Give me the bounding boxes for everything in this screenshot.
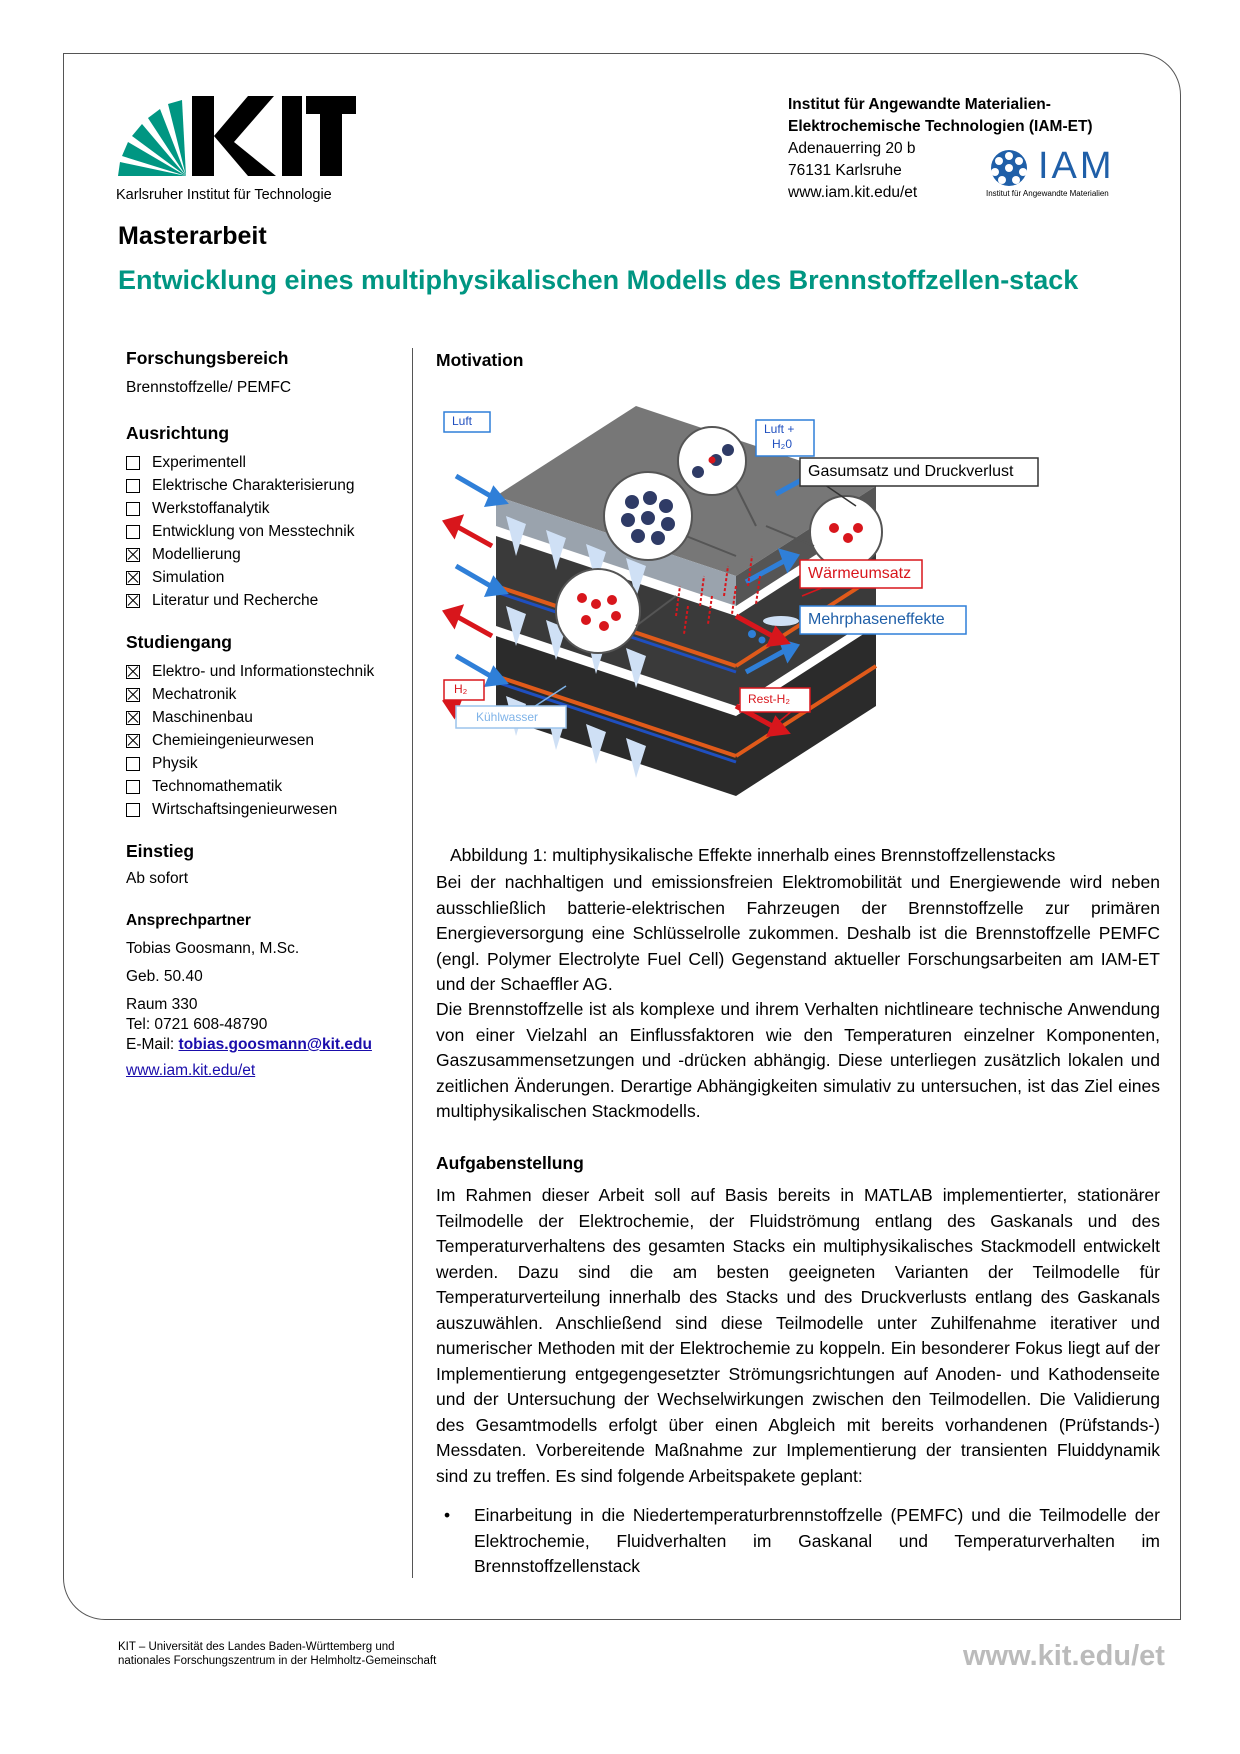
task-bullets bbox=[436, 1503, 1160, 1580]
study-item bbox=[126, 683, 416, 706]
orientation-item bbox=[126, 497, 416, 520]
motivation-paragraph-1: Bei der nachhaltigen und emissionsfreien Elektromobilität und Energiewende wird neben ausschließlich batterie-elektrischen Fahrzeugen der Brennstoffzelle zur primären Energieversorgung eine Schlüsselrolle zukommen. Deshalb ist die Brennstoffzelle PEMFC (engl. Polymer Electrolyte Fuel Cell) Gegenstand aktueller Forschungsarbeiten am IAM-ET und der Schaeffler AG. bbox=[436, 872, 1160, 994]
orientation-item-label: Entwicklung von Messtechnik bbox=[152, 522, 355, 540]
orientation-item-label: Literatur und Recherche bbox=[152, 591, 319, 609]
label-luft-h2o-2: H₂0 bbox=[772, 437, 792, 451]
label-waermeumsatz: Wärmeumsatz bbox=[808, 565, 912, 582]
institute-street: Adenauerring 20 b bbox=[788, 140, 916, 157]
orientation-list bbox=[126, 451, 416, 612]
document-type: Masterarbeit bbox=[118, 222, 267, 250]
study-item bbox=[126, 729, 416, 752]
study-heading: Studiengang bbox=[126, 632, 232, 652]
study-item-label: Elektro- und Informationstechnik bbox=[152, 662, 375, 680]
thesis-title: Entwicklung eines multiphysikalischen Modells des Brennstoffzellen-stack bbox=[118, 265, 1079, 295]
empty-box-icon bbox=[126, 479, 140, 493]
label-rest-h2: Rest-H₂ bbox=[748, 692, 790, 706]
contact-heading: Ansprechpartner bbox=[126, 912, 251, 929]
task-heading: Aufgabenstellung bbox=[436, 1153, 584, 1173]
contact-room: Raum 330 bbox=[126, 996, 198, 1013]
contact-email-row bbox=[126, 1036, 416, 1054]
checked-box-icon bbox=[126, 711, 140, 725]
study-item-label: Wirtschaftsingenieurwesen bbox=[152, 800, 338, 818]
iam-sphere-icon bbox=[984, 148, 1034, 188]
start-value: Ab sofort bbox=[126, 870, 189, 887]
institute-name-line2: Elektrochemische Technologien (IAM-ET) bbox=[788, 118, 1093, 135]
task-bullet-text: Einarbeitung in die Niedertemperaturbrennstoffzelle (PEMFC) und die Teilmodelle der Elektrochemie, Fluidverhalten im Gaskanal und Temperaturverhalten im Brennstoffzellenstack bbox=[474, 1505, 1160, 1576]
orientation-item bbox=[126, 566, 416, 589]
label-gasumsatz: Gasumsatz und Druckverlust bbox=[808, 463, 1014, 480]
empty-box-icon bbox=[126, 502, 140, 516]
orientation-item bbox=[126, 474, 416, 497]
iam-tagline: Institut für Angewandte Materialien bbox=[986, 189, 1109, 198]
contact-email-label: E-Mail: bbox=[126, 1036, 179, 1053]
orientation-heading: Ausrichtung bbox=[126, 423, 230, 443]
figure-caption: Abbildung 1: multiphysikalische Effekte innerhalb eines Brennstoffzellenstacks bbox=[450, 845, 1056, 865]
orientation-item-label: Elektrische Charakterisierung bbox=[152, 476, 355, 494]
study-item-label: Physik bbox=[152, 754, 198, 772]
column-divider bbox=[412, 348, 413, 1578]
study-list bbox=[126, 660, 416, 821]
research-value: Brennstoffzelle/ PEMFC bbox=[126, 379, 292, 396]
orientation-item bbox=[126, 451, 416, 474]
orientation-item-label: Modellierung bbox=[152, 545, 241, 563]
orientation-item bbox=[126, 589, 416, 612]
task-paragraph: Im Rahmen dieser Arbeit soll auf Basis bereits in MATLAB implementierter, stationärer Teilmodelle der Elektrochemie, der Fluidströmung entlang des Gaskanals und des Temperaturverhaltens des gesamten Stacks ein multiphysikalisches Stackmodell entwickelt werden. Dazu sind die am besten geeigneten Varianten der Teilmodelle für Temperaturverteilung innerhalb des Stacks und des Druckverlusts entlang des Gaskanals auszuwählen. Anschließend sind diese Teilmodelle unter Zuhilfenahme iterativer und numerischer Methoden mit der Elektrochemie zu koppeln. Ein besonderer Fokus liegt auf der Implementierung entgegengesetzter Strömungsrichtungen auf Anoden- und Kathodenseite und der Untersuchung der Wechselwirkungen zwischen den Teilmodellen. Die Validierung des Gesamtmodells erfolgt über einen Abgleich mit bereits vorhandenen (Prüfstands-) Messdaten. Vorbereitende Maßnahme zur Implementierung der transienten Fluiddynamik sind zu treffen. Es sind folgende Arbeitspakete geplant: bbox=[436, 1185, 1160, 1486]
contact-email-link[interactable]: tobias.goosmann@kit.edu bbox=[178, 1036, 372, 1053]
empty-box-icon bbox=[126, 525, 140, 539]
kit-logo bbox=[116, 92, 356, 204]
iam-logo bbox=[984, 145, 1115, 200]
sidebar bbox=[126, 348, 416, 1080]
footer-line2: nationales Forschungszentrum in der Helmholtz-Gemeinschaft bbox=[118, 1655, 437, 1667]
checked-box-icon bbox=[126, 665, 140, 679]
orientation-item bbox=[126, 543, 416, 566]
checked-box-icon bbox=[126, 688, 140, 702]
stack-figure bbox=[436, 406, 1156, 826]
research-heading: Forschungsbereich bbox=[126, 348, 289, 368]
study-item-label: Technomathematik bbox=[152, 777, 283, 795]
label-mehrphaseneffekte: Mehrphaseneffekte bbox=[808, 611, 945, 628]
study-item bbox=[126, 706, 416, 729]
study-item bbox=[126, 752, 416, 775]
orientation-item-label: Simulation bbox=[152, 568, 225, 586]
study-item bbox=[126, 775, 416, 798]
orientation-item-label: Experimentell bbox=[152, 453, 246, 471]
institute-web: www.iam.kit.edu/et bbox=[788, 184, 918, 201]
label-luft: Luft bbox=[452, 414, 473, 428]
label-h2: H₂ bbox=[454, 682, 468, 696]
institute-city: 76131 Karlsruhe bbox=[788, 162, 902, 179]
study-item bbox=[126, 660, 416, 683]
orientation-item bbox=[126, 520, 416, 543]
fuel-cell-stack-illustration bbox=[436, 406, 1156, 826]
contact-tel: Tel: 0721 608-48790 bbox=[126, 1016, 268, 1033]
bullet-icon: • bbox=[444, 1505, 451, 1525]
empty-box-icon bbox=[126, 780, 140, 794]
study-item bbox=[126, 798, 416, 821]
checked-box-icon bbox=[126, 734, 140, 748]
footer-web: www.kit.edu/et bbox=[963, 1640, 1165, 1672]
kit-logo-graphic bbox=[116, 92, 356, 180]
study-item-label: Chemieingenieurwesen bbox=[152, 731, 314, 749]
contact-building: Geb. 50.40 bbox=[126, 968, 203, 985]
checked-box-icon bbox=[126, 548, 140, 562]
institute-name-line1: Institut für Angewandte Materialien- bbox=[788, 96, 1051, 113]
motivation-paragraph-2: Die Brennstoffzelle ist als komplexe und ihrem Verhalten nichtlineare technische Anwendung von einer Vielzahl an Einflussfaktoren wie den Temperaturen einzelner Komponenten, Gaszusammensetzungen und -drücken abhängig. Diese unterliegen zusätzlich lokalen und zeitlichen Änderungen. Derartige Abhängigkeiten simulativ zu untersuchen, ist das Ziel eines multiphysikalischen Stackmodells. bbox=[436, 999, 1160, 1121]
orientation-item-label: Werkstoffanalytik bbox=[152, 499, 270, 517]
empty-box-icon bbox=[126, 456, 140, 470]
motivation-heading: Motivation bbox=[436, 350, 524, 370]
empty-box-icon bbox=[126, 803, 140, 817]
checked-box-icon bbox=[126, 594, 140, 608]
label-kuehlwasser: Kühlwasser bbox=[476, 710, 539, 724]
start-heading: Einstieg bbox=[126, 841, 195, 861]
study-item-label: Mechatronik bbox=[152, 685, 237, 703]
empty-box-icon bbox=[126, 757, 140, 771]
footer-left bbox=[118, 1640, 436, 1668]
checked-box-icon bbox=[126, 571, 140, 585]
task-bullet-item bbox=[436, 1503, 1160, 1580]
iam-letters: IAM bbox=[1038, 145, 1115, 187]
label-luft-h2o-1: Luft + bbox=[764, 422, 795, 436]
footer-line1: KIT – Universität des Landes Baden-Württemberg und bbox=[118, 1641, 395, 1653]
contact-web-link[interactable]: www.iam.kit.edu/et bbox=[126, 1062, 256, 1079]
kit-tagline: Karlsruher Institut für Technologie bbox=[116, 187, 332, 203]
contact-name: Tobias Goosmann, M.Sc. bbox=[126, 940, 300, 957]
study-item-label: Maschinenbau bbox=[152, 708, 253, 726]
